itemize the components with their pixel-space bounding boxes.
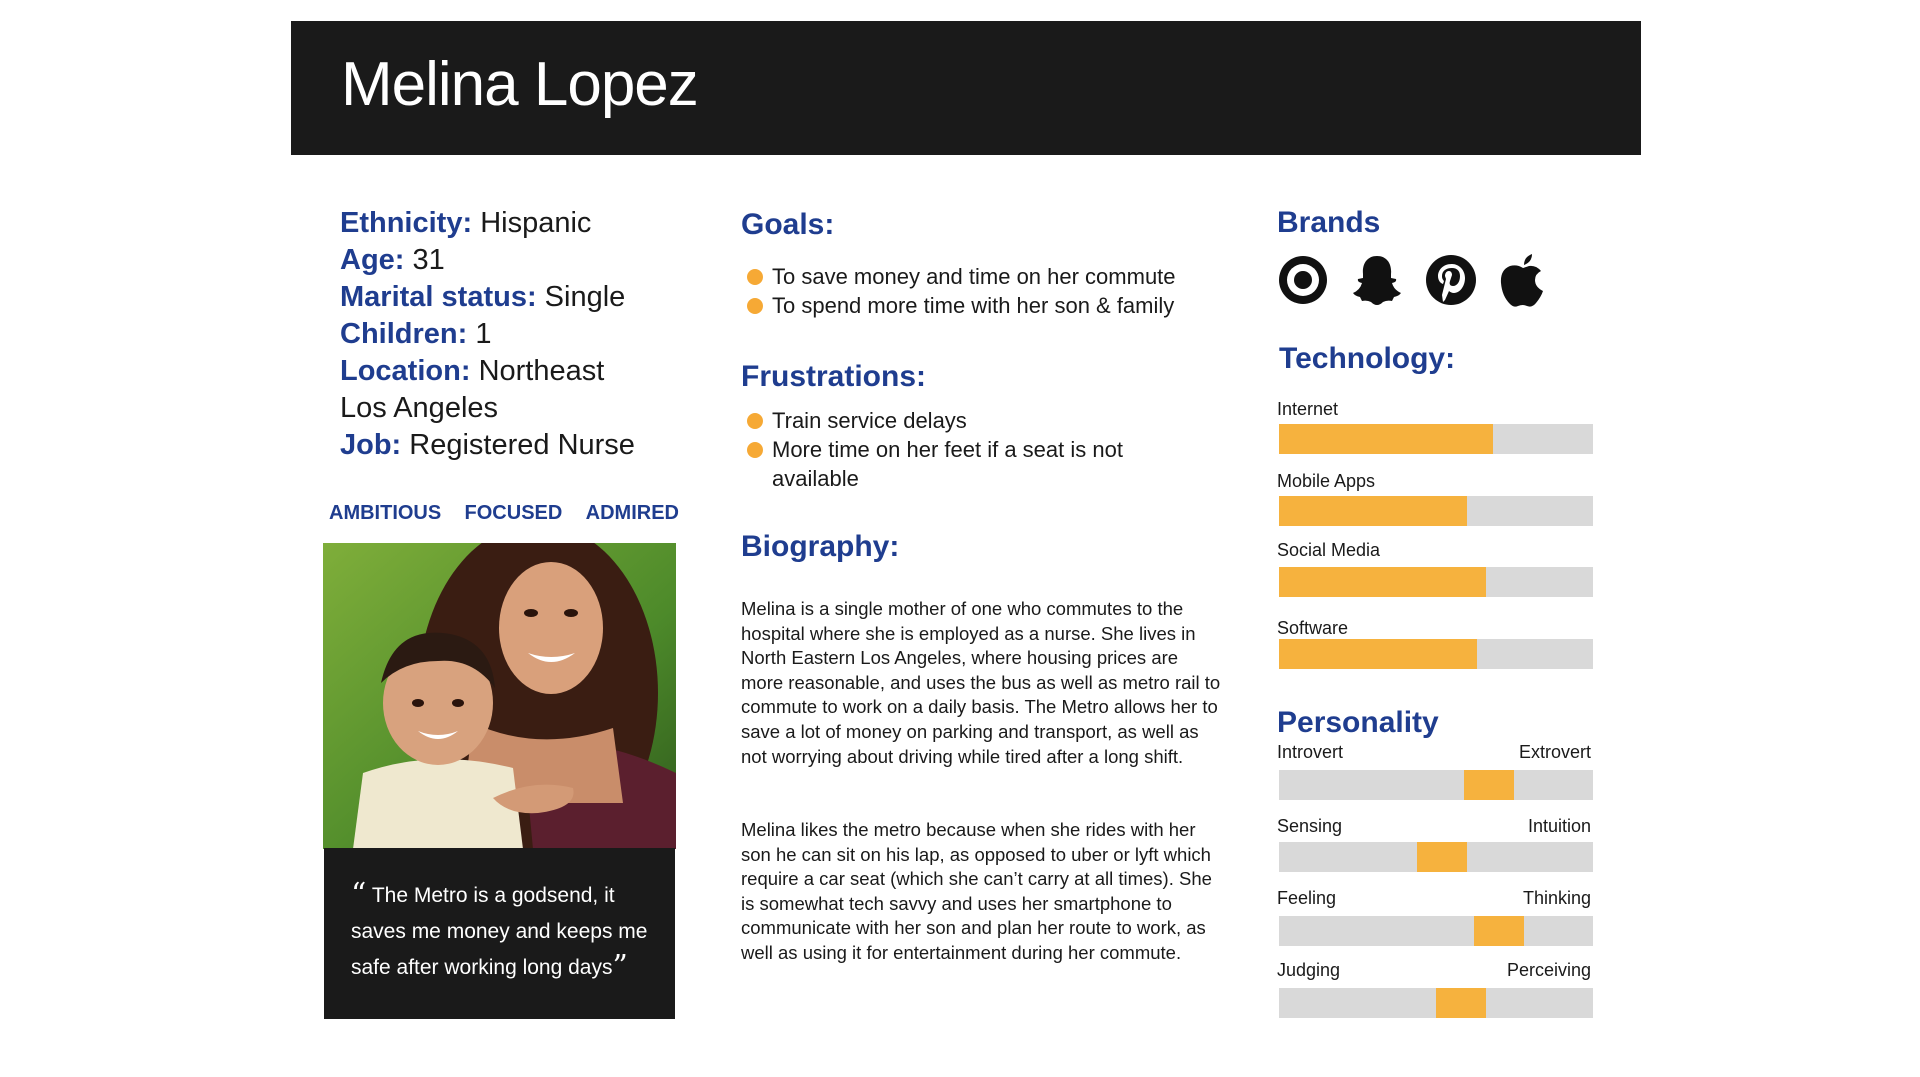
quote-close-mark: ”	[612, 949, 628, 984]
personality-left-label: Sensing	[1277, 816, 1343, 836]
snapchat-icon	[1349, 252, 1405, 308]
age-label: Age:	[340, 244, 405, 276]
persona-photo	[323, 543, 676, 849]
persona-quote	[351, 878, 661, 986]
location-label: Location:	[340, 355, 471, 387]
tech-bar-software	[1279, 639, 1593, 669]
tech-bar-internet	[1279, 424, 1593, 454]
personality-right-label: Perceiving	[1506, 960, 1591, 980]
trait-tag: FOCUSED	[464, 502, 563, 524]
personality-bar-introvert-extrovert	[1279, 770, 1593, 800]
tech-label-internet: Internet	[1277, 399, 1339, 419]
bar-fill	[1279, 496, 1467, 526]
tech-bar-mobile-apps	[1279, 496, 1593, 526]
marital-value: Single	[544, 281, 626, 313]
list-item: To spend more time with her son & family	[742, 291, 1212, 320]
goals-list	[742, 262, 1212, 320]
personality-bar-judging-perceiving	[1279, 988, 1593, 1018]
trait-tag: AMBITIOUS	[329, 502, 442, 524]
ethnicity-value: Hispanic	[480, 207, 592, 239]
tech-bar-social-media	[1279, 567, 1593, 597]
target-icon	[1277, 254, 1329, 306]
personality-right-label: Thinking	[1522, 888, 1591, 908]
personality-bar-feeling-thinking	[1279, 916, 1593, 946]
quote-open-mark: “	[351, 877, 367, 912]
list-item: More time on her feet if a seat is not available	[742, 435, 1162, 493]
biography-paragraph: Melina likes the metro because when she rides with her son he can sit on his lap, as opposed to uber or lyft which require a car seat (which she can’t carry at all times). She is somewhat tech savvy and uses her smartphone to communicate with her son and plan her route to work, as well as using it for entertainment during her commute.	[741, 819, 1212, 963]
slider-knob	[1464, 770, 1514, 800]
quote-text: The Metro is a godsend, it saves me money and keeps me safe after working long days	[351, 884, 648, 979]
trait-list	[329, 502, 679, 525]
trait-tag: ADMIRED	[585, 502, 679, 524]
bar-fill	[1279, 424, 1493, 454]
slider-knob	[1417, 842, 1467, 872]
pinterest-icon	[1425, 254, 1477, 306]
location-value: Northeast	[478, 355, 605, 387]
frustrations-heading: Frustrations:	[741, 360, 927, 393]
apple-icon	[1497, 252, 1549, 308]
personality-heading: Personality	[1277, 706, 1439, 739]
age-value: 31	[412, 244, 445, 276]
children-value: 1	[475, 318, 492, 350]
list-item: Train service delays	[742, 406, 1162, 435]
job-label: Job:	[340, 429, 402, 461]
personality-left-label: Judging	[1277, 960, 1341, 980]
tech-label-mobile-apps: Mobile Apps	[1277, 471, 1376, 491]
brand-icons	[1277, 252, 1569, 308]
bar-fill	[1279, 639, 1477, 669]
tech-label-social-media: Social Media	[1277, 540, 1381, 560]
frustrations-list	[742, 406, 1162, 493]
quote-box	[324, 848, 675, 1019]
header-banner	[291, 21, 1641, 155]
personality-bar-sensing-intuition	[1279, 842, 1593, 872]
personality-right-label: Intuition	[1527, 816, 1591, 836]
personality-left-label: Introvert	[1277, 742, 1344, 762]
profile-info	[340, 205, 720, 464]
bar-fill	[1279, 567, 1486, 597]
list-item: To save money and time on her commute	[742, 262, 1212, 291]
biography-paragraph: Melina is a single mother of one who commutes to the hospital where she is employed as a nurse. She lives in North Eastern Los Angeles, where housing prices are more reasonable, and uses the bus as well as metro rail to commute to work on a daily basis. The Metro allows her to save a lot of money on parking and transport, as well as not worrying about driving while tired after a long shift.	[741, 598, 1221, 767]
personality-right-label: Extrovert	[1518, 742, 1591, 762]
ethnicity-label: Ethnicity:	[340, 207, 473, 239]
location-value-line2: Los Angeles	[340, 392, 499, 424]
children-label: Children:	[340, 318, 468, 350]
goals-heading: Goals:	[741, 208, 835, 241]
biography-heading: Biography:	[741, 530, 900, 563]
technology-heading: Technology:	[1279, 342, 1456, 375]
job-value: Registered Nurse	[409, 429, 635, 461]
brands-heading: Brands	[1277, 206, 1381, 239]
persona-name: Melina Lopez	[341, 50, 698, 119]
tech-label-software: Software	[1277, 618, 1349, 638]
slider-knob	[1474, 916, 1524, 946]
slider-knob	[1436, 988, 1486, 1018]
personality-left-label: Feeling	[1277, 888, 1337, 908]
marital-label: Marital status:	[340, 281, 537, 313]
